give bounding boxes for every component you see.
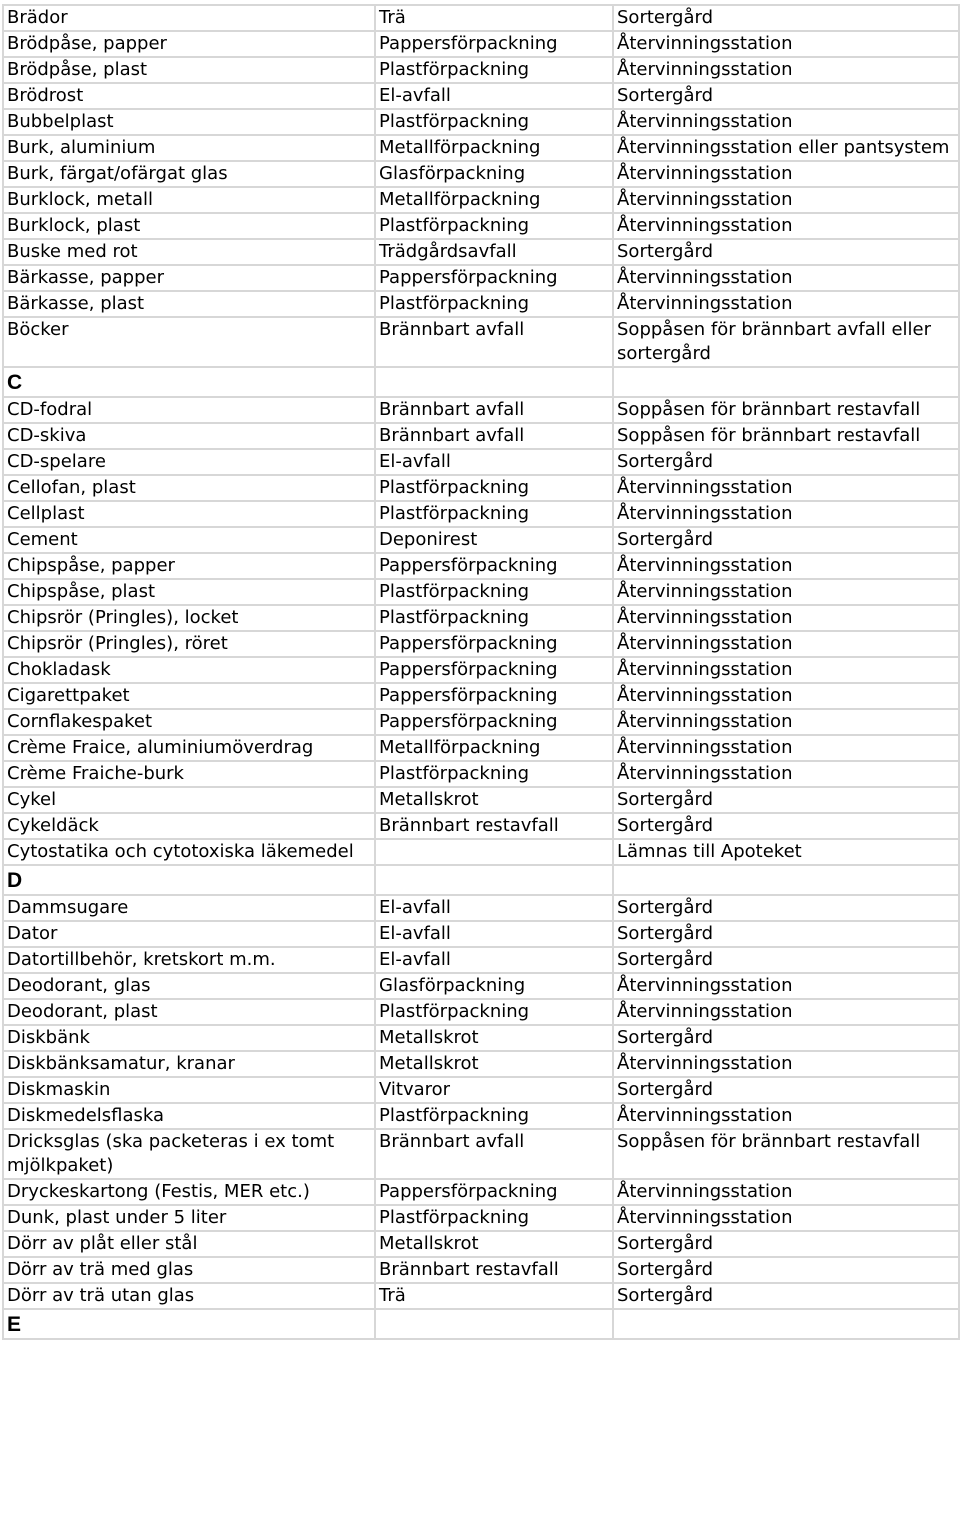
table-row xyxy=(3,397,959,423)
destination-cell: Återvinningsstation xyxy=(613,187,959,213)
item-cell: Cytostatika och cytotoxiska läkemedel xyxy=(3,839,375,865)
category-cell: Glasförpackning xyxy=(375,973,613,999)
category-cell: Plastförpackning xyxy=(375,291,613,317)
table-row xyxy=(3,1051,959,1077)
destination-cell: Återvinningsstation xyxy=(613,1103,959,1129)
destination-cell: Återvinningsstation xyxy=(613,475,959,501)
item-cell: Brödpåse, papper xyxy=(3,31,375,57)
section-header-row xyxy=(3,367,959,397)
item-cell: Burk, aluminium xyxy=(3,135,375,161)
category-cell: Pappersförpackning xyxy=(375,31,613,57)
category-cell: Pappersförpackning xyxy=(375,553,613,579)
item-cell: Bärkasse, plast xyxy=(3,291,375,317)
destination-cell: Återvinningsstation xyxy=(613,1179,959,1205)
table-row xyxy=(3,135,959,161)
destination-cell: Återvinningsstation xyxy=(613,553,959,579)
table-row xyxy=(3,265,959,291)
category-cell: El-avfall xyxy=(375,947,613,973)
table-row xyxy=(3,999,959,1025)
item-cell: Burklock, metall xyxy=(3,187,375,213)
destination-cell: Återvinningsstation xyxy=(613,31,959,57)
table-row xyxy=(3,1103,959,1129)
category-cell: Plastförpackning xyxy=(375,501,613,527)
item-cell: Deodorant, plast xyxy=(3,999,375,1025)
item-cell: Cellofan, plast xyxy=(3,475,375,501)
item-cell: Cornflakespaket xyxy=(3,709,375,735)
destination-cell: Sortergård xyxy=(613,5,959,31)
destination-cell: Soppåsen för brännbart restavfall xyxy=(613,397,959,423)
empty-cell-destination xyxy=(613,865,959,895)
category-cell: Metallskrot xyxy=(375,1051,613,1077)
destination-cell: Sortergård xyxy=(613,947,959,973)
table-row xyxy=(3,813,959,839)
item-cell: Dammsugare xyxy=(3,895,375,921)
category-cell: Vitvaror xyxy=(375,1077,613,1103)
table-row xyxy=(3,239,959,265)
destination-cell: Återvinningsstation xyxy=(613,709,959,735)
destination-cell: Sortergård xyxy=(613,1077,959,1103)
destination-cell: Sortergård xyxy=(613,1231,959,1257)
category-cell: Brännbart avfall xyxy=(375,1129,613,1179)
table-row xyxy=(3,83,959,109)
section-letter: E xyxy=(3,1309,375,1339)
item-cell: Brödpåse, plast xyxy=(3,57,375,83)
table-row xyxy=(3,605,959,631)
destination-cell: Återvinningsstation xyxy=(613,735,959,761)
table-row xyxy=(3,631,959,657)
destination-cell: Återvinningsstation xyxy=(613,761,959,787)
table-row xyxy=(3,1205,959,1231)
destination-cell: Sortergård xyxy=(613,895,959,921)
table-row xyxy=(3,187,959,213)
destination-cell: Återvinningsstation xyxy=(613,973,959,999)
item-cell: Dörr av trä med glas xyxy=(3,1257,375,1283)
item-cell: Dörr av plåt eller stål xyxy=(3,1231,375,1257)
category-cell: Plastförpackning xyxy=(375,109,613,135)
category-cell: Plastförpackning xyxy=(375,999,613,1025)
destination-cell: Återvinningsstation xyxy=(613,291,959,317)
table-row xyxy=(3,761,959,787)
destination-cell: Soppåsen för brännbart avfall eller sortergård xyxy=(613,317,959,367)
destination-cell: Återvinningsstation xyxy=(613,501,959,527)
item-cell: Dator xyxy=(3,921,375,947)
destination-cell: Lämnas till Apoteket xyxy=(613,839,959,865)
item-cell: Cykeldäck xyxy=(3,813,375,839)
empty-cell-category xyxy=(375,865,613,895)
category-cell: El-avfall xyxy=(375,83,613,109)
table-row xyxy=(3,921,959,947)
destination-cell: Sortergård xyxy=(613,921,959,947)
empty-cell-destination xyxy=(613,367,959,397)
table-row xyxy=(3,553,959,579)
destination-cell: Sortergård xyxy=(613,83,959,109)
item-cell: Burklock, plast xyxy=(3,213,375,239)
table-row xyxy=(3,5,959,31)
destination-cell: Sortergård xyxy=(613,239,959,265)
category-cell: Brännbart restavfall xyxy=(375,813,613,839)
sorting-guide-table xyxy=(2,4,960,1340)
destination-cell: Återvinningsstation xyxy=(613,605,959,631)
item-cell: Brödrost xyxy=(3,83,375,109)
category-cell: Trädgårdsavfall xyxy=(375,239,613,265)
destination-cell: Sortergård xyxy=(613,1025,959,1051)
category-cell: El-avfall xyxy=(375,921,613,947)
category-cell: Metallskrot xyxy=(375,787,613,813)
item-cell: Cigarettpaket xyxy=(3,683,375,709)
destination-cell: Återvinningsstation xyxy=(613,213,959,239)
destination-cell: Återvinningsstation xyxy=(613,683,959,709)
category-cell: Brännbart avfall xyxy=(375,423,613,449)
table-row xyxy=(3,1129,959,1179)
category-cell: Pappersförpackning xyxy=(375,709,613,735)
destination-cell: Sortergård xyxy=(613,1283,959,1309)
table-row xyxy=(3,109,959,135)
category-cell: Plastförpackning xyxy=(375,57,613,83)
category-cell: Metallskrot xyxy=(375,1025,613,1051)
category-cell xyxy=(375,839,613,865)
table-row xyxy=(3,475,959,501)
destination-cell: Återvinningsstation xyxy=(613,265,959,291)
item-cell: Cement xyxy=(3,527,375,553)
table-row xyxy=(3,787,959,813)
item-cell: Diskmedelsflaska xyxy=(3,1103,375,1129)
table-row xyxy=(3,449,959,475)
item-cell: Böcker xyxy=(3,317,375,367)
category-cell: Deponirest xyxy=(375,527,613,553)
item-cell: Buske med rot xyxy=(3,239,375,265)
item-cell: Chipsrör (Pringles), locket xyxy=(3,605,375,631)
table-row xyxy=(3,735,959,761)
table-row xyxy=(3,1077,959,1103)
category-cell: Plastförpackning xyxy=(375,475,613,501)
destination-cell: Sortergård xyxy=(613,527,959,553)
table-row xyxy=(3,947,959,973)
category-cell: Glasförpackning xyxy=(375,161,613,187)
item-cell: Diskmaskin xyxy=(3,1077,375,1103)
table-row xyxy=(3,1283,959,1309)
category-cell: Brännbart avfall xyxy=(375,397,613,423)
destination-cell: Återvinningsstation xyxy=(613,1051,959,1077)
destination-cell: Sortergård xyxy=(613,1257,959,1283)
destination-cell: Soppåsen för brännbart restavfall xyxy=(613,1129,959,1179)
category-cell: El-avfall xyxy=(375,895,613,921)
destination-cell: Återvinningsstation xyxy=(613,999,959,1025)
destination-cell: Återvinningsstation xyxy=(613,1205,959,1231)
item-cell: Crème Fraice, aluminiumöverdrag xyxy=(3,735,375,761)
item-cell: Dryckeskartong (Festis, MER etc.) xyxy=(3,1179,375,1205)
category-cell: Brännbart restavfall xyxy=(375,1257,613,1283)
table-row xyxy=(3,1179,959,1205)
category-cell: Metallskrot xyxy=(375,1231,613,1257)
table-row xyxy=(3,1257,959,1283)
item-cell: Cykel xyxy=(3,787,375,813)
category-cell: Metallförpackning xyxy=(375,135,613,161)
item-cell: Dricksglas (ska packeteras i ex tomt mjölkpaket) xyxy=(3,1129,375,1179)
destination-cell: Soppåsen för brännbart restavfall xyxy=(613,423,959,449)
table-row xyxy=(3,213,959,239)
category-cell: Brännbart avfall xyxy=(375,317,613,367)
item-cell: CD-fodral xyxy=(3,397,375,423)
destination-cell: Återvinningsstation xyxy=(613,579,959,605)
item-cell: Bubbelplast xyxy=(3,109,375,135)
empty-cell-category xyxy=(375,1309,613,1339)
category-cell: Plastförpackning xyxy=(375,761,613,787)
table-row xyxy=(3,1231,959,1257)
item-cell: Diskbänksamatur, kranar xyxy=(3,1051,375,1077)
item-cell: Burk, färgat/ofärgat glas xyxy=(3,161,375,187)
item-cell: CD-spelare xyxy=(3,449,375,475)
empty-cell-destination xyxy=(613,1309,959,1339)
table-row xyxy=(3,839,959,865)
destination-cell: Återvinningsstation eller pantsystem xyxy=(613,135,959,161)
item-cell: Crème Fraiche-burk xyxy=(3,761,375,787)
table-row xyxy=(3,1025,959,1051)
table-row xyxy=(3,31,959,57)
table-row xyxy=(3,657,959,683)
table-row xyxy=(3,709,959,735)
category-cell: Metallförpackning xyxy=(375,187,613,213)
item-cell: Datortillbehör, kretskort m.m. xyxy=(3,947,375,973)
table-row xyxy=(3,423,959,449)
item-cell: Bärkasse, papper xyxy=(3,265,375,291)
empty-cell-category xyxy=(375,367,613,397)
category-cell: El-avfall xyxy=(375,449,613,475)
destination-cell: Återvinningsstation xyxy=(613,57,959,83)
section-header-row xyxy=(3,865,959,895)
destination-cell: Återvinningsstation xyxy=(613,631,959,657)
category-cell: Trä xyxy=(375,5,613,31)
category-cell: Plastförpackning xyxy=(375,605,613,631)
item-cell: Chokladask xyxy=(3,657,375,683)
item-cell: CD-skiva xyxy=(3,423,375,449)
category-cell: Metallförpackning xyxy=(375,735,613,761)
section-letter: C xyxy=(3,367,375,397)
item-cell: Dunk, plast under 5 liter xyxy=(3,1205,375,1231)
destination-cell: Sortergård xyxy=(613,787,959,813)
table-row xyxy=(3,973,959,999)
section-header-row xyxy=(3,1309,959,1339)
category-cell: Pappersförpackning xyxy=(375,265,613,291)
destination-cell: Sortergård xyxy=(613,449,959,475)
table-row xyxy=(3,291,959,317)
category-cell: Pappersförpackning xyxy=(375,631,613,657)
section-letter: D xyxy=(3,865,375,895)
category-cell: Plastförpackning xyxy=(375,213,613,239)
destination-cell: Återvinningsstation xyxy=(613,109,959,135)
category-cell: Pappersförpackning xyxy=(375,657,613,683)
category-cell: Pappersförpackning xyxy=(375,683,613,709)
category-cell: Plastförpackning xyxy=(375,579,613,605)
category-cell: Plastförpackning xyxy=(375,1205,613,1231)
item-cell: Diskbänk xyxy=(3,1025,375,1051)
item-cell: Brädor xyxy=(3,5,375,31)
table-row xyxy=(3,317,959,367)
destination-cell: Återvinningsstation xyxy=(613,161,959,187)
destination-cell: Återvinningsstation xyxy=(613,657,959,683)
destination-cell: Sortergård xyxy=(613,813,959,839)
table-row xyxy=(3,683,959,709)
item-cell: Chipsrör (Pringles), röret xyxy=(3,631,375,657)
table-row xyxy=(3,57,959,83)
table-row xyxy=(3,895,959,921)
category-cell: Trä xyxy=(375,1283,613,1309)
table-row xyxy=(3,161,959,187)
item-cell: Chipspåse, plast xyxy=(3,579,375,605)
item-cell: Dörr av trä utan glas xyxy=(3,1283,375,1309)
table-row xyxy=(3,579,959,605)
sorting-guide-table-body xyxy=(3,5,959,1339)
item-cell: Cellplast xyxy=(3,501,375,527)
table-row xyxy=(3,527,959,553)
category-cell: Pappersförpackning xyxy=(375,1179,613,1205)
item-cell: Deodorant, glas xyxy=(3,973,375,999)
item-cell: Chipspåse, papper xyxy=(3,553,375,579)
table-row xyxy=(3,501,959,527)
category-cell: Plastförpackning xyxy=(375,1103,613,1129)
